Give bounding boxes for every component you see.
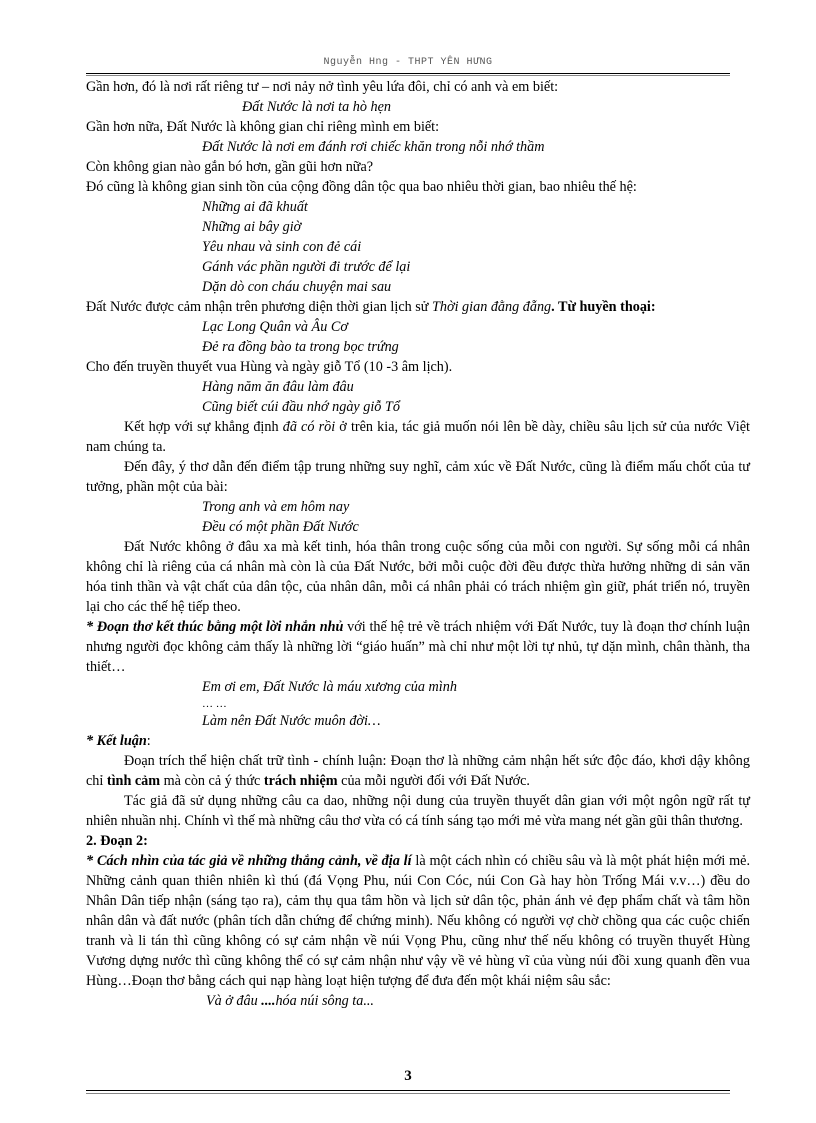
paragraph: Đó cũng là không gian sinh tồn của cộng đồng dân tộc qua bao nhiêu thời gian, bao nhiêu thế hệ: — [86, 179, 637, 195]
paragraph: Gần hơn, đó là nơi rất riêng tư – nơi nảy nở tình yêu lứa đôi, chỉ có anh và em biết: — [86, 79, 559, 95]
verse-line: Đất Nước là nơi em đánh rơi chiếc khăn trong nỗi nhớ thầm — [202, 139, 545, 155]
document-body — [86, 77, 750, 1011]
page-header: Nguyễn Hng - THPT YÊN HƯNG — [86, 55, 730, 74]
text-run: mà còn cả ý thức — [160, 773, 264, 789]
paragraph — [86, 851, 750, 991]
paragraph: Tác giả đã sử dụng những câu ca dao, những nội dung của truyền thuyết dân gian với một ngôn ngữ rất tự nhiên nhuần nhị. Chính vì thế mà những câu thơ vừa có cá tính sáng tạo mới mẻ vừa mang nét gần gũi thân thương. — [86, 793, 750, 829]
paragraph: Còn không gian nào gắn bó hơn, gần gũi hơn nữa? — [86, 159, 374, 175]
verse-line — [86, 991, 750, 1011]
page-number: 3 — [404, 1068, 412, 1084]
text-run: Kết hợp với sự khẳng định — [124, 419, 283, 435]
text-run: ở trên kia, tác giả muốn nói lên bề dày, chiều sâu lịch sử của nước Việt nam chúng ta. — [86, 419, 750, 455]
paragraph: Gần hơn nữa, Đất Nước là không gian chỉ riêng mình em biết: — [86, 119, 440, 135]
verse-line: Gánh vác phần người đi trước để lại — [202, 259, 411, 275]
paragraph — [86, 417, 750, 457]
paragraph — [86, 297, 750, 317]
ellipsis-line: … … — [202, 698, 227, 710]
italic-phrase: đã có rồi — [282, 419, 336, 435]
text-run: Đoạn trích thể hiện chất trữ tình - chính luận: Đoạn thơ là những cảm nhận hết sức độc đáo, khơi dậy không chỉ — [86, 753, 750, 789]
paragraph: Đất Nước không ở đâu xa mà kết tinh, hóa thân trong cuộc sống của mỗi con người. Sự sống mỗi cá nhân không chỉ là riêng của cá nhân mà còn là của Đất Nước, bởi mỗi cuộc đời đều được thừa hưởng những di sản văn hóa tinh thần và vật chất của dân tộc, của nhân dân, mỗi cá nhân phải có trách nhiệm gìn giữ, phát triển nó, truyền lại cho các thế hệ tiếp theo. — [86, 539, 750, 615]
text-run: : — [146, 733, 151, 749]
paragraph — [86, 751, 750, 791]
verse-line: Em ơi em, Đất Nước là máu xương của mình — [202, 679, 457, 695]
verse-line: Đẻ ra đồng bào ta trong bọc trứng — [202, 339, 399, 355]
italic-phrase: Thời gian đằng đẵng — [432, 299, 552, 315]
verse-line: Những ai đã khuất — [202, 199, 308, 215]
bold-phrase: trách nhiệm — [263, 773, 338, 789]
section-heading: 2. Đoạn 2: — [86, 833, 148, 849]
verse-line: Dặn dò con cháu chuyện mai sau — [202, 279, 392, 295]
bold-italic-phrase: * Cách nhìn của tác giả về những thắng cảnh, về địa lí — [86, 853, 412, 869]
bold-italic-phrase: * Kết luận — [86, 733, 147, 749]
text-run: là một cách nhìn có chiều sâu và là một phát hiện mới mẻ. Những cảnh quan thiên nhiên kì thú (đá Vọng Phu, núi Con Cóc, núi Con Gà hay hòn Trống Mái v.v…) đều do Nhân Dân tiếp nhận (sáng tạo ra), cảm thụ qua tâm hồn và lịch sử dân tộc, phản ánh vẻ đẹp phẩm chất và tâm hồn nhân dân và đất nước (phân tích dẫn chứng để chứng minh). Nếu không có người vợ chờ chồng qua các cuộc chiến tranh và li tán thì cũng không có sự cảm nhận về núi Vọng Phu, cũng như thế nếu không có truyền thuyết Hùng Vương dựng nước thì cũng không thể có sự cảm nhận như vậy về vẻ hùng vĩ của vùng núi đồi xung quanh đền vua Hùng…Đoạn thơ bằng cách qui nạp hàng loạt hiện tượng để đưa đến một khái niệm sâu sắc: — [86, 853, 750, 989]
section-heading — [86, 731, 750, 751]
footer-rule — [86, 1090, 730, 1091]
bold-phrase: .... — [261, 993, 276, 1009]
paragraph: Cho đến truyền thuyết vua Hùng và ngày giỗ Tổ (10 -3 âm lịch). — [86, 359, 453, 375]
footer-rule — [86, 1093, 730, 1094]
verse-line: Yêu nhau và sinh con đẻ cái — [202, 239, 362, 255]
text-run: Và ở đâu — [206, 993, 262, 1009]
verse-line: Lạc Long Quân và Âu Cơ — [202, 319, 348, 335]
verse-line: Đều có một phần Đất Nước — [202, 519, 359, 535]
text-run: hóa núi sông ta... — [275, 993, 374, 1009]
verse-line: Cũng biết cúi đầu nhớ ngày giỗ Tổ — [202, 399, 400, 415]
verse-line: Đất Nước là nơi ta hò hẹn — [242, 99, 391, 115]
verse-line: Những ai bây giờ — [202, 219, 302, 235]
verse-line: Hàng năm ăn đâu làm đâu — [202, 379, 354, 395]
text-run: của mỗi người đối với Đất Nước. — [337, 773, 530, 789]
paragraph: Đến đây, ý thơ dẫn đến điểm tập trung những suy nghĩ, cảm xúc về Đất Nước, cũng là điểm mấu chốt của tư tưởng, phần một của bài: — [86, 459, 750, 495]
verse-line: Làm nên Đất Nước muôn đời… — [202, 713, 381, 729]
bold-phrase: tình cảm — [106, 773, 161, 789]
bold-italic-phrase: * Đoạn thơ kết thúc bằng một lời nhắn nhủ — [86, 619, 344, 635]
text-run: . Từ huyền thoại: — [551, 299, 656, 315]
paragraph — [86, 617, 750, 677]
text-run: với thế hệ trẻ về trách nhiệm với Đất Nước, tuy là đoạn thơ chính luận nhưng người đọc không cảm thấy là những lời “giáo huấn” mà chỉ như một lời tự nhủ, tự dặn mình, chân thành, tha thiết… — [86, 619, 750, 675]
header-rule — [86, 75, 730, 76]
verse-line: Trong anh và em hôm nay — [202, 499, 350, 515]
text-run: Đất Nước được cảm nhận trên phương diện thời gian lịch sử — [86, 299, 433, 315]
